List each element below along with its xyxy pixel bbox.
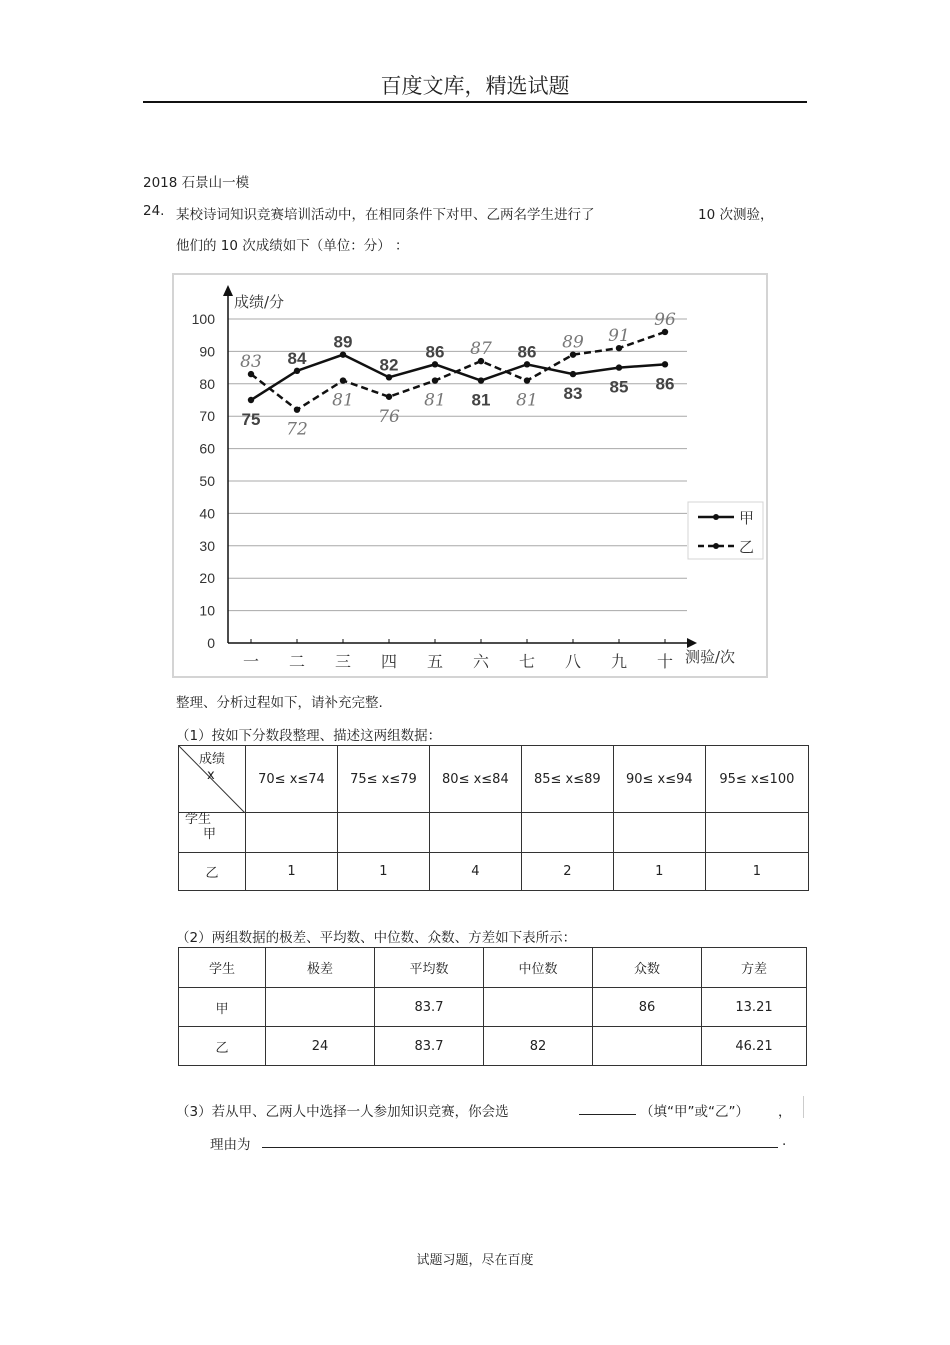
range-header: 90≤ x≤94 — [613, 746, 705, 813]
x-axis-arrow — [687, 638, 697, 648]
range-header: 70≤ x≤74 — [246, 746, 338, 813]
question-text-line1-end: 10 次测验， — [698, 207, 774, 223]
table-cell[interactable] — [613, 813, 705, 853]
data-label-yi: 81 — [516, 390, 538, 411]
x-tick-label: 一 — [242, 652, 260, 671]
data-label-jia: 82 — [379, 355, 399, 375]
data-label-yi: 91 — [608, 326, 630, 347]
page-footer: 试题习题，尽在百度 — [416, 1253, 534, 1268]
part2-title: （2）两组数据的极差、平均数、中位数、众数、方差如下表所示： — [176, 930, 577, 946]
data-label-jia: 86 — [655, 374, 675, 394]
stats-header: 学生 — [179, 948, 266, 988]
table-cell: 24 — [266, 1027, 375, 1066]
table-cell[interactable] — [484, 988, 593, 1027]
range-header: 75≤ x≤79 — [337, 746, 429, 813]
exam-source: 2018 石景山一模 — [143, 175, 250, 191]
score-line-chart — [172, 273, 768, 678]
reason-period: . — [782, 1133, 787, 1149]
score-distribution-table — [178, 745, 809, 891]
data-point-yi — [294, 407, 300, 413]
page-header-title: 百度文库，精选试题 — [380, 74, 570, 98]
y-tick-label: 80 — [199, 375, 215, 392]
range-header: 85≤ x≤89 — [521, 746, 613, 813]
question-text-line2: 他们的 10 次成绩如下（单位：分） ： — [176, 238, 409, 254]
y-tick-label: 30 — [199, 537, 215, 554]
choice-answer-blank[interactable] — [579, 1114, 636, 1115]
stats-header: 众数 — [593, 948, 702, 988]
y-tick-label: 40 — [199, 505, 215, 522]
table-cell[interactable] — [705, 813, 808, 853]
table-row — [179, 813, 809, 853]
data-point-jia — [662, 361, 668, 367]
corner-label-score: 成绩 — [199, 752, 226, 767]
legend-marker-yi — [713, 543, 719, 549]
data-label-yi: 87 — [470, 339, 492, 360]
table-cell: 4 — [429, 853, 521, 891]
data-label-yi: 83 — [240, 352, 262, 373]
x-tick-label: 八 — [564, 652, 582, 671]
x-tick-label: 五 — [426, 652, 444, 671]
table-row — [179, 988, 807, 1027]
data-point-jia — [340, 351, 346, 357]
x-tick-label: 六 — [472, 652, 490, 671]
data-label-jia: 83 — [563, 384, 583, 404]
question-number: 24. — [143, 203, 165, 219]
data-point-jia — [616, 364, 622, 370]
x-tick-label: 九 — [610, 652, 628, 671]
x-tick-label: 七 — [518, 652, 536, 671]
table-cell: 13.21 — [702, 988, 807, 1027]
table-cell: 乙 — [179, 1027, 266, 1066]
margin-mark — [803, 1096, 804, 1118]
data-label-yi: 81 — [424, 390, 446, 411]
y-axis-label: 成绩/分 — [234, 293, 285, 311]
part3-text: （3）若从甲、乙两人中选择一人参加知识竞赛，你会选 — [176, 1104, 509, 1120]
data-label-jia: 89 — [333, 332, 353, 352]
data-point-yi — [524, 377, 530, 383]
data-point-jia — [478, 377, 484, 383]
table-cell[interactable] — [429, 813, 521, 853]
reason-answer-blank[interactable] — [262, 1147, 778, 1148]
stats-header: 方差 — [702, 948, 807, 988]
table-cell: 1 — [613, 853, 705, 891]
data-label-yi: 89 — [562, 332, 584, 353]
y-tick-label: 60 — [199, 440, 215, 457]
range-header: 95≤ x≤100 — [705, 746, 808, 813]
x-axis-label: 测验/次 — [685, 648, 736, 666]
legend-label-yi: 乙 — [739, 538, 755, 556]
range-header: 80≤ x≤84 — [429, 746, 521, 813]
stats-header: 中位数 — [484, 948, 593, 988]
table-row — [179, 1027, 807, 1066]
y-tick-label: 90 — [199, 343, 215, 360]
y-tick-label: 10 — [199, 602, 215, 619]
data-point-jia — [432, 361, 438, 367]
table-cell: 83.7 — [375, 988, 484, 1027]
y-tick-label: 0 — [207, 635, 215, 651]
row-label-text: 甲 — [203, 827, 217, 842]
y-axis-arrow — [223, 285, 233, 296]
part3-fill-hint: （填“甲”或“乙”） — [640, 1104, 749, 1120]
question-text-line1: 某校诗词知识竞赛培训活动中，在相同条件下对甲、乙两名学生进行了 — [176, 207, 595, 223]
data-label-jia: 85 — [609, 377, 629, 397]
table-cell: 1 — [337, 853, 429, 891]
series-line-jia — [251, 355, 665, 400]
table-cell: 1 — [705, 853, 808, 891]
legend-marker-jia — [713, 514, 719, 520]
table-cell: 86 — [593, 988, 702, 1027]
data-label-jia: 86 — [425, 342, 445, 362]
table-cell[interactable] — [266, 988, 375, 1027]
data-label-yi: 96 — [654, 309, 676, 330]
table-cell: 83.7 — [375, 1027, 484, 1066]
corner-label-x: x — [207, 768, 215, 783]
table-cell: 1 — [246, 853, 338, 891]
analysis-intro: 整理、分析过程如下，请补充完整. — [176, 695, 383, 711]
table-corner-cell — [179, 746, 246, 813]
data-point-jia — [524, 361, 530, 367]
data-label-jia: 75 — [241, 410, 261, 429]
y-tick-label: 50 — [199, 473, 215, 489]
x-tick-label: 三 — [334, 652, 352, 671]
data-point-jia — [248, 397, 254, 403]
table-cell[interactable] — [246, 813, 338, 853]
table-cell[interactable] — [521, 813, 613, 853]
header-divider — [143, 101, 807, 103]
data-label-jia: 84 — [287, 348, 307, 368]
row-label: 乙 — [179, 853, 246, 891]
table-cell: 2 — [521, 853, 613, 891]
table-cell: 82 — [484, 1027, 593, 1066]
table-cell[interactable] — [593, 1027, 702, 1066]
data-point-jia — [294, 368, 300, 374]
table-cell[interactable] — [337, 813, 429, 853]
row-label — [179, 813, 246, 853]
x-tick-label: 二 — [288, 652, 306, 671]
statistics-table — [178, 947, 807, 1066]
stats-header: 平均数 — [375, 948, 484, 988]
x-tick-label: 四 — [380, 652, 398, 671]
data-label-yi: 72 — [286, 419, 308, 440]
part1-title: （1）按如下分数段整理、描述这两组数据： — [176, 728, 442, 744]
data-point-yi — [386, 394, 392, 400]
data-point-jia — [570, 371, 576, 377]
data-label-yi: 81 — [332, 390, 354, 411]
data-point-yi — [340, 377, 346, 383]
legend-label-jia: 甲 — [739, 509, 755, 527]
table-cell: 46.21 — [702, 1027, 807, 1066]
x-tick-label: 十 — [656, 652, 674, 671]
table-row — [179, 853, 809, 891]
reason-label: 理由为 — [210, 1137, 251, 1153]
part3-comma: ， — [778, 1104, 792, 1120]
data-label-jia: 81 — [471, 390, 491, 410]
stats-header: 极差 — [266, 948, 375, 988]
corner-label-student: 学生 — [185, 812, 212, 827]
data-point-yi — [432, 377, 438, 383]
data-label-jia: 86 — [517, 342, 537, 362]
y-tick-label: 100 — [191, 311, 215, 327]
data-point-jia — [386, 374, 392, 380]
y-tick-label: 20 — [199, 570, 215, 587]
data-label-yi: 76 — [378, 406, 400, 427]
y-tick-label: 70 — [199, 408, 215, 425]
table-cell: 甲 — [179, 988, 266, 1027]
